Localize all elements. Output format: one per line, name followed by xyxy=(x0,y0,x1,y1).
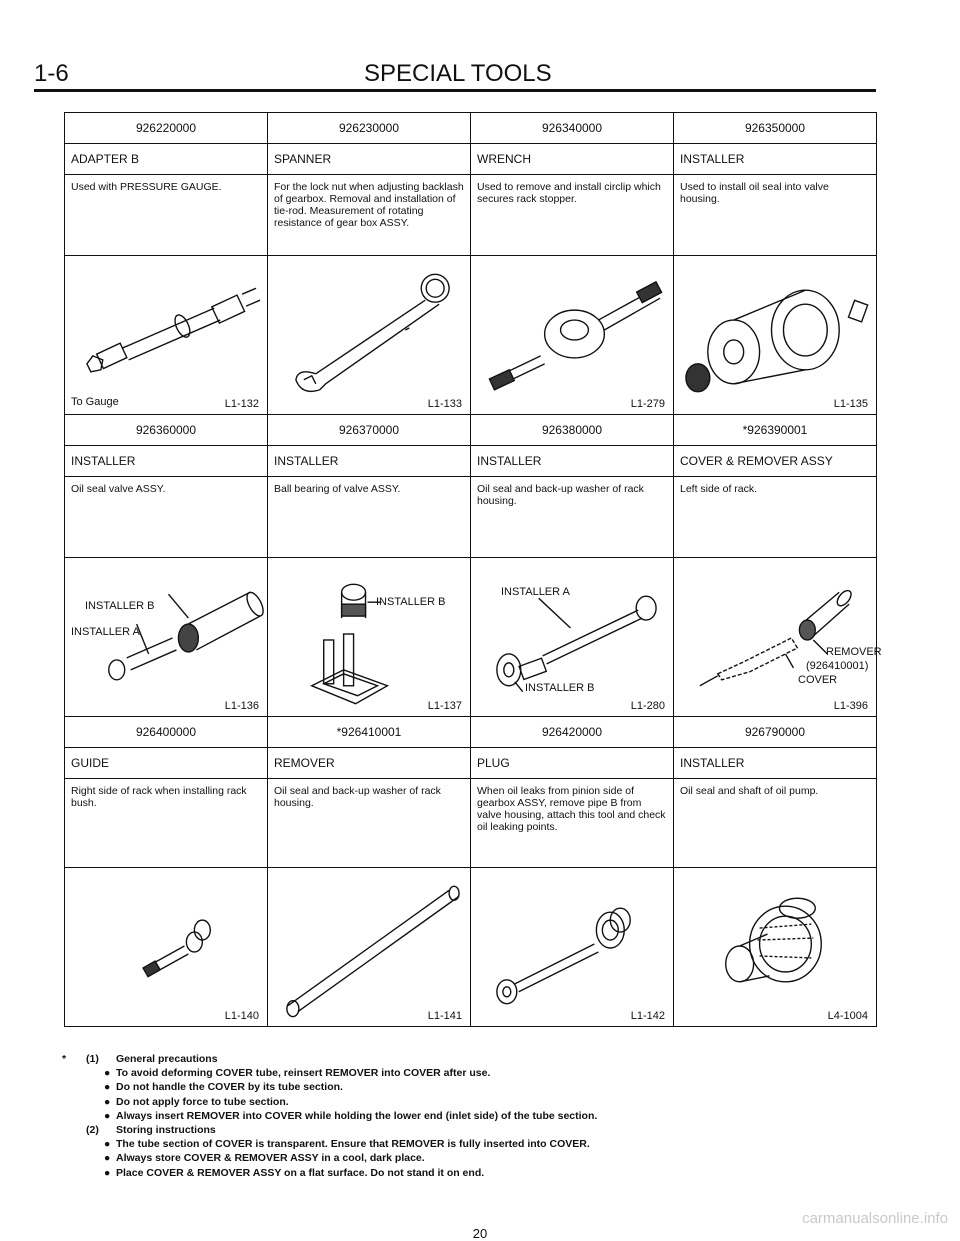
note-section-number: (2) xyxy=(86,1123,99,1136)
figure-callout: To Gauge xyxy=(71,396,119,408)
bullet-icon: ● xyxy=(104,1166,111,1179)
figure-callout: INSTALLER A xyxy=(71,626,140,638)
note-text: Always insert REMOVER into COVER while holding the lower end (inlet side) of the tube section. xyxy=(116,1109,598,1122)
figure-number: L1-136 xyxy=(224,700,259,712)
figure-number: L1-140 xyxy=(224,1010,259,1022)
page-header xyxy=(34,58,876,88)
plug-illustration xyxy=(471,868,673,1026)
bullet-icon: ● xyxy=(104,1095,111,1108)
figure-number: L1-133 xyxy=(427,398,462,410)
note-item xyxy=(62,1151,862,1165)
figure-callout: COVER xyxy=(798,674,838,686)
figure-callout: INSTALLER B xyxy=(85,600,155,612)
tool-description: For the lock nut when adjusting backlash of gearbox. Removal and installation of tie-rod. Measurement of rotating resistance of gear box ASSY. xyxy=(268,175,471,256)
tool-figure-installer-valve xyxy=(65,558,268,717)
tool-code: 926420000 xyxy=(471,717,674,748)
special-tools-table xyxy=(64,112,882,1027)
note-text: Always store COVER & REMOVER ASSY in a cool, dark place. xyxy=(116,1152,425,1165)
tool-figure-wrench xyxy=(471,256,674,415)
tool-name: SPANNER xyxy=(268,144,471,175)
tool-name: COVER & REMOVER ASSY xyxy=(674,446,877,477)
tool-code: *926390001 xyxy=(674,415,877,446)
tool-description: Left side of rack. xyxy=(674,477,877,558)
tool-code: 926360000 xyxy=(65,415,268,446)
tool-figure-spanner xyxy=(268,256,471,415)
figure-number: L1-396 xyxy=(833,700,868,712)
tool-description: Used to install oil seal into valve housing. xyxy=(674,175,877,256)
page-title: SPECIAL TOOLS xyxy=(364,60,552,87)
figure-number: L1-142 xyxy=(630,1010,665,1022)
tool-code: 926220000 xyxy=(65,113,268,144)
tool-description: Right side of rack when installing rack bush. xyxy=(65,779,268,868)
tool-figure-adapter xyxy=(65,256,268,415)
bullet-icon: ● xyxy=(104,1138,111,1151)
note-section-number: (1) xyxy=(86,1053,99,1065)
tool-name: PLUG xyxy=(471,748,674,779)
figure-number: L1-132 xyxy=(224,398,259,410)
header-rule xyxy=(34,89,876,92)
tool-description: Used to remove and install circlip which secures rack stopper. xyxy=(471,175,674,256)
tool-description: Oil seal valve ASSY. xyxy=(65,477,268,558)
note-text: Do not apply force to tube section. xyxy=(116,1095,289,1108)
page-number: 1-6 xyxy=(34,60,69,87)
note-item xyxy=(62,1066,862,1080)
note-text: The tube section of COVER is transparent. Ensure that REMOVER is fully inserted into COVER. xyxy=(116,1138,590,1151)
tool-figure-remover xyxy=(268,868,471,1027)
figure-number: L4-1004 xyxy=(827,1010,868,1022)
tool-code: 926230000 xyxy=(268,113,471,144)
tool-code: 926380000 xyxy=(471,415,674,446)
spanner-illustration xyxy=(268,256,470,414)
bullet-icon: ● xyxy=(104,1067,111,1080)
note-section-title: Storing instructions xyxy=(116,1123,216,1136)
figure-callout: INSTALLER A xyxy=(501,586,570,598)
note-heading xyxy=(62,1052,862,1066)
tool-description: Ball bearing of valve ASSY. xyxy=(268,477,471,558)
tool-description: Oil seal and back-up washer of rack housing. xyxy=(471,477,674,558)
tool-name: ADAPTER B xyxy=(65,144,268,175)
tool-description: Oil seal and shaft of oil pump. xyxy=(674,779,877,868)
wrench-illustration xyxy=(471,256,673,414)
guide-illustration xyxy=(65,868,267,1026)
page-footer-number: 20 xyxy=(472,1226,488,1241)
figure-number: L1-280 xyxy=(630,700,665,712)
cover-remover-notes xyxy=(62,1052,862,1180)
bullet-icon: ● xyxy=(104,1152,111,1165)
installer-pump-illustration xyxy=(674,868,876,1026)
tool-name: REMOVER xyxy=(268,748,471,779)
bullet-icon: ● xyxy=(104,1109,111,1122)
tool-name: INSTALLER xyxy=(674,748,877,779)
tool-name: INSTALLER xyxy=(471,446,674,477)
asterisk-marker: * xyxy=(62,1053,67,1065)
note-text: Place COVER & REMOVER ASSY on a flat surface. Do not stand it on end. xyxy=(116,1166,485,1179)
watermark: carmanualsonline.info xyxy=(802,1210,948,1227)
note-text: To avoid deforming COVER tube, reinsert REMOVER into COVER after use. xyxy=(116,1067,491,1080)
figure-callout: REMOVER xyxy=(826,646,882,658)
tool-figure-installer-rack xyxy=(471,558,674,717)
tool-name: GUIDE xyxy=(65,748,268,779)
tool-code: 926400000 xyxy=(65,717,268,748)
note-section-title: General precautions xyxy=(116,1053,218,1065)
figure-number: L1-141 xyxy=(427,1010,462,1022)
note-item xyxy=(62,1080,862,1094)
note-item xyxy=(62,1109,862,1123)
tool-code: 926790000 xyxy=(674,717,877,748)
tool-name: WRENCH xyxy=(471,144,674,175)
figure-number: L1-279 xyxy=(630,398,665,410)
figure-callout: INSTALLER B xyxy=(525,682,595,694)
remover-illustration xyxy=(268,868,470,1026)
tool-code: 926370000 xyxy=(268,415,471,446)
tool-figure-installer-pump xyxy=(674,868,877,1027)
tool-description: Used with PRESSURE GAUGE. xyxy=(65,175,268,256)
tool-code: 926340000 xyxy=(471,113,674,144)
tool-description: When oil leaks from pinion side of gearbox ASSY, remove pipe B from valve housing, attach this tool and check oil leaking points. xyxy=(471,779,674,868)
note-item xyxy=(62,1095,862,1109)
note-heading xyxy=(62,1123,862,1137)
tool-figure-cover-remover xyxy=(674,558,882,717)
installer-illustration xyxy=(674,256,876,414)
cover-remover-illustration xyxy=(674,558,876,716)
tool-code: *926410001 xyxy=(268,717,471,748)
adapter-illustration xyxy=(65,256,267,414)
figure-callout: (926410001) xyxy=(806,660,869,672)
figure-callout: INSTALLER B xyxy=(376,596,446,608)
tool-description: Oil seal and back-up washer of rack housing. xyxy=(268,779,471,868)
tool-name: INSTALLER xyxy=(674,144,877,175)
installer-b-illustration xyxy=(268,558,470,716)
tool-figure-installer-bearing xyxy=(268,558,471,717)
tool-code: 926350000 xyxy=(674,113,877,144)
tool-name: INSTALLER xyxy=(65,446,268,477)
note-text: Do not handle the COVER by its tube section. xyxy=(116,1081,343,1094)
tool-figure-installer xyxy=(674,256,877,415)
note-item xyxy=(62,1137,862,1151)
tool-name: INSTALLER xyxy=(268,446,471,477)
note-item xyxy=(62,1166,862,1180)
figure-number: L1-135 xyxy=(833,398,868,410)
figure-number: L1-137 xyxy=(427,700,462,712)
bullet-icon: ● xyxy=(104,1081,111,1094)
tool-figure-guide xyxy=(65,868,268,1027)
tool-figure-plug xyxy=(471,868,674,1027)
